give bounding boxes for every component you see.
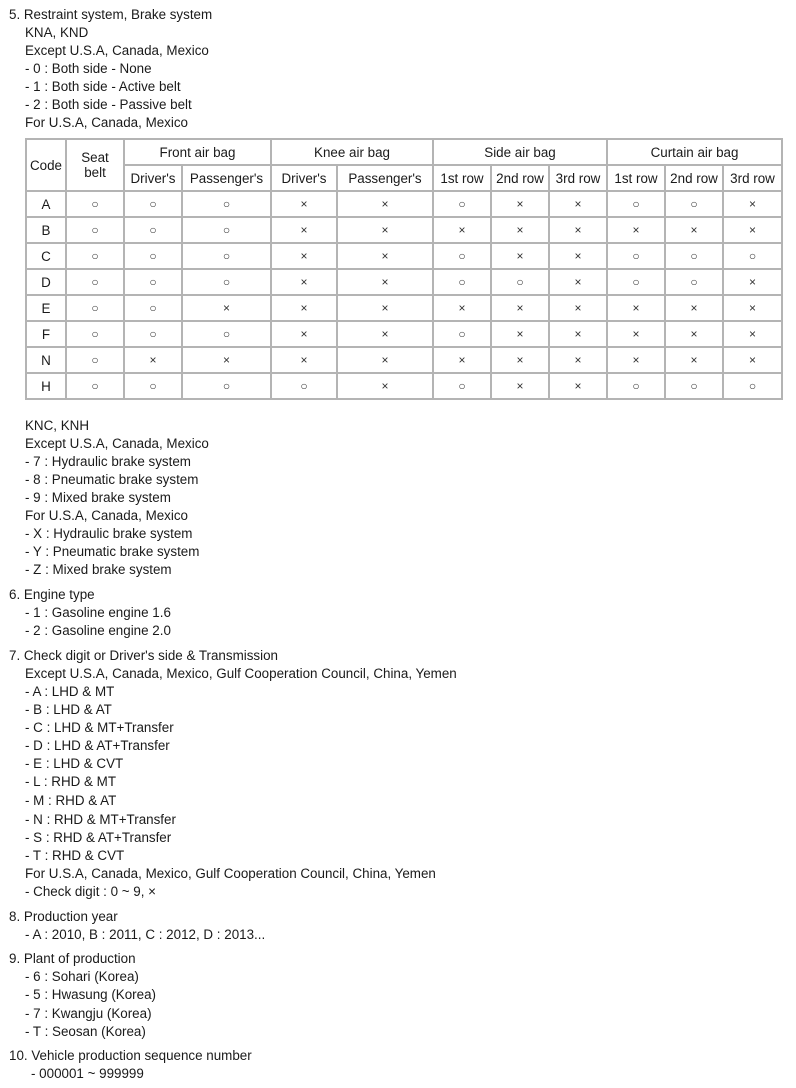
availability-cell: × xyxy=(491,373,549,399)
availability-cell: × xyxy=(337,295,433,321)
list-item: - B : LHD & AT xyxy=(25,702,112,717)
row-code-cell: C xyxy=(26,243,66,269)
availability-cell: ○ xyxy=(124,191,182,217)
availability-cell: × xyxy=(271,295,337,321)
availability-cell: ○ xyxy=(433,191,491,217)
region-usa-label: For U.S.A, Canada, Mexico, Gulf Cooperation Council, China, Yemen xyxy=(25,866,436,881)
availability-cell: ○ xyxy=(607,243,665,269)
header-front-passengers: Passenger's xyxy=(182,165,271,191)
list-item: - E : LHD & CVT xyxy=(25,756,124,771)
header-seat-belt xyxy=(66,139,124,191)
availability-cell: × xyxy=(549,347,607,373)
availability-cell: × xyxy=(337,191,433,217)
list-item: - Z : Mixed brake system xyxy=(25,562,172,577)
section-5-title: 5. Restraint system, Brake system xyxy=(9,7,213,22)
availability-cell: ○ xyxy=(124,243,182,269)
availability-cell: × xyxy=(337,321,433,347)
availability-cell: × xyxy=(549,269,607,295)
availability-cell: × xyxy=(433,217,491,243)
model-codes-kna-knd: KNA, KND xyxy=(25,25,89,40)
table-row xyxy=(26,269,782,295)
header-front-drivers: Driver's xyxy=(124,165,182,191)
header-curtain-3rd-row: 3rd row xyxy=(723,165,782,191)
list-item: - T : RHD & CVT xyxy=(25,848,125,863)
availability-cell: × xyxy=(549,243,607,269)
region-except-label: Except U.S.A, Canada, Mexico, Gulf Cooperation Council, China, Yemen xyxy=(25,666,457,681)
header-knee-drivers: Driver's xyxy=(271,165,337,191)
section-7-title: 7. Check digit or Driver's side & Transmission xyxy=(9,648,278,663)
list-item: - 5 : Hwasung (Korea) xyxy=(25,987,156,1002)
availability-cell: ○ xyxy=(66,243,124,269)
availability-cell: ○ xyxy=(66,217,124,243)
availability-cell: × xyxy=(723,321,782,347)
table-row xyxy=(26,321,782,347)
table-row xyxy=(26,243,782,269)
region-except-label: Except U.S.A, Canada, Mexico xyxy=(25,436,209,451)
availability-cell: × xyxy=(665,347,723,373)
availability-cell: × xyxy=(182,295,271,321)
row-code-cell: H xyxy=(26,373,66,399)
availability-cell: × xyxy=(491,191,549,217)
availability-cell: × xyxy=(491,321,549,347)
list-item: - 6 : Sohari (Korea) xyxy=(25,969,139,984)
availability-cell: ○ xyxy=(182,321,271,347)
availability-cell: × xyxy=(665,217,723,243)
availability-cell: × xyxy=(337,243,433,269)
availability-cell: × xyxy=(337,217,433,243)
availability-cell: × xyxy=(124,347,182,373)
availability-cell: × xyxy=(723,347,782,373)
availability-cell: ○ xyxy=(723,373,782,399)
row-code-cell: N xyxy=(26,347,66,373)
availability-cell: ○ xyxy=(607,191,665,217)
availability-cell: ○ xyxy=(665,373,723,399)
header-side-3rd-row: 3rd row xyxy=(549,165,607,191)
header-side-2nd-row: 2nd row xyxy=(491,165,549,191)
section-10-title: 10. Vehicle production sequence number xyxy=(9,1048,252,1063)
availability-cell: ○ xyxy=(182,191,271,217)
availability-cell: ○ xyxy=(66,321,124,347)
availability-cell: ○ xyxy=(271,373,337,399)
list-item: - C : LHD & MT+Transfer xyxy=(25,720,174,735)
availability-cell: × xyxy=(549,191,607,217)
header-curtain-air-bag: Curtain air bag xyxy=(607,139,782,165)
availability-cell: ○ xyxy=(607,373,665,399)
region-usa-label: For U.S.A, Canada, Mexico xyxy=(25,508,188,523)
availability-cell: × xyxy=(271,217,337,243)
availability-cell: × xyxy=(271,347,337,373)
availability-cell: × xyxy=(607,347,665,373)
availability-cell: × xyxy=(607,321,665,347)
availability-cell: × xyxy=(337,373,433,399)
availability-cell: ○ xyxy=(66,295,124,321)
list-item: - 1 : Both side - Active belt xyxy=(25,79,181,94)
list-item: - 2 : Gasoline engine 2.0 xyxy=(25,623,171,638)
region-except-label: Except U.S.A, Canada, Mexico xyxy=(25,43,209,58)
availability-cell: ○ xyxy=(665,191,723,217)
availability-cell: × xyxy=(491,295,549,321)
availability-cell: × xyxy=(271,191,337,217)
list-item: - 7 : Kwangju (Korea) xyxy=(25,1006,152,1021)
availability-cell: ○ xyxy=(433,269,491,295)
availability-cell: × xyxy=(723,269,782,295)
availability-cell: × xyxy=(607,295,665,321)
table-row xyxy=(26,295,782,321)
list-item: - Check digit : 0 ~ 9, × xyxy=(25,884,156,899)
availability-cell: × xyxy=(182,347,271,373)
availability-cell: ○ xyxy=(723,243,782,269)
header-seat-belt-line1: Seat xyxy=(81,150,109,165)
list-item: - A : 2010, B : 2011, C : 2012, D : 2013... xyxy=(25,927,266,942)
availability-cell: × xyxy=(271,269,337,295)
header-seat-belt-line2: belt xyxy=(84,165,106,180)
list-item: - T : Seosan (Korea) xyxy=(25,1024,146,1039)
availability-cell: ○ xyxy=(433,243,491,269)
availability-cell: ○ xyxy=(665,269,723,295)
row-code-cell: F xyxy=(26,321,66,347)
availability-cell: ○ xyxy=(124,269,182,295)
list-item: - 000001 ~ 999999 xyxy=(31,1066,144,1081)
header-knee-passengers: Passenger's xyxy=(337,165,433,191)
list-item: - L : RHD & MT xyxy=(25,774,117,789)
availability-cell: × xyxy=(433,347,491,373)
availability-cell: ○ xyxy=(124,373,182,399)
header-side-1st-row: 1st row xyxy=(433,165,491,191)
region-usa-label: For U.S.A, Canada, Mexico xyxy=(25,115,188,130)
availability-cell: ○ xyxy=(66,373,124,399)
availability-cell: ○ xyxy=(491,269,549,295)
list-item: - 8 : Pneumatic brake system xyxy=(25,472,199,487)
row-code-cell: E xyxy=(26,295,66,321)
table-row xyxy=(26,191,782,217)
availability-cell: × xyxy=(607,217,665,243)
availability-cell: ○ xyxy=(182,217,271,243)
availability-cell: × xyxy=(549,373,607,399)
availability-cell: ○ xyxy=(124,295,182,321)
section-9-title: 9. Plant of production xyxy=(9,951,136,966)
table-row xyxy=(26,217,782,243)
list-item: - M : RHD & AT xyxy=(25,793,117,808)
list-item: - Y : Pneumatic brake system xyxy=(25,544,200,559)
header-curtain-2nd-row: 2nd row xyxy=(665,165,723,191)
availability-cell: × xyxy=(491,347,549,373)
table-row xyxy=(26,347,782,373)
availability-cell: × xyxy=(665,321,723,347)
list-item: - A : LHD & MT xyxy=(25,684,115,699)
list-item: - X : Hydraulic brake system xyxy=(25,526,193,541)
availability-cell: × xyxy=(337,269,433,295)
row-code-cell: B xyxy=(26,217,66,243)
availability-cell: × xyxy=(723,217,782,243)
section-6-title: 6. Engine type xyxy=(9,587,95,602)
row-code-cell: A xyxy=(26,191,66,217)
availability-cell: ○ xyxy=(182,373,271,399)
availability-cell: ○ xyxy=(66,347,124,373)
restraint-system-table xyxy=(25,138,783,400)
availability-cell: × xyxy=(665,295,723,321)
availability-cell: ○ xyxy=(124,321,182,347)
availability-cell: × xyxy=(549,217,607,243)
list-item: - 9 : Mixed brake system xyxy=(25,490,171,505)
availability-cell: × xyxy=(337,347,433,373)
availability-cell: × xyxy=(491,243,549,269)
model-codes-knc-knh: KNC, KNH xyxy=(25,418,89,433)
list-item: - 2 : Both side - Passive belt xyxy=(25,97,192,112)
row-code-cell: D xyxy=(26,269,66,295)
availability-cell: ○ xyxy=(182,243,271,269)
availability-cell: ○ xyxy=(182,269,271,295)
header-knee-air-bag: Knee air bag xyxy=(271,139,433,165)
availability-cell: ○ xyxy=(433,373,491,399)
header-code: Code xyxy=(26,139,66,191)
list-item: - 0 : Both side - None xyxy=(25,61,152,76)
availability-cell: ○ xyxy=(433,321,491,347)
availability-cell: × xyxy=(549,321,607,347)
availability-cell: × xyxy=(491,217,549,243)
availability-cell: ○ xyxy=(66,269,124,295)
list-item: - 1 : Gasoline engine 1.6 xyxy=(25,605,171,620)
availability-cell: × xyxy=(549,295,607,321)
table-row xyxy=(26,373,782,399)
availability-cell: ○ xyxy=(607,269,665,295)
availability-cell: ○ xyxy=(66,191,124,217)
list-item: - S : RHD & AT+Transfer xyxy=(25,830,172,845)
list-item: - N : RHD & MT+Transfer xyxy=(25,812,176,827)
header-front-air-bag: Front air bag xyxy=(124,139,271,165)
list-item: - D : LHD & AT+Transfer xyxy=(25,738,170,753)
section-8-title: 8. Production year xyxy=(9,909,118,924)
availability-cell: × xyxy=(271,243,337,269)
list-item: - 7 : Hydraulic brake system xyxy=(25,454,191,469)
availability-cell: ○ xyxy=(124,217,182,243)
header-curtain-1st-row: 1st row xyxy=(607,165,665,191)
availability-cell: × xyxy=(271,321,337,347)
availability-cell: × xyxy=(723,295,782,321)
availability-cell: × xyxy=(433,295,491,321)
availability-cell: ○ xyxy=(665,243,723,269)
availability-cell: × xyxy=(723,191,782,217)
header-side-air-bag: Side air bag xyxy=(433,139,607,165)
